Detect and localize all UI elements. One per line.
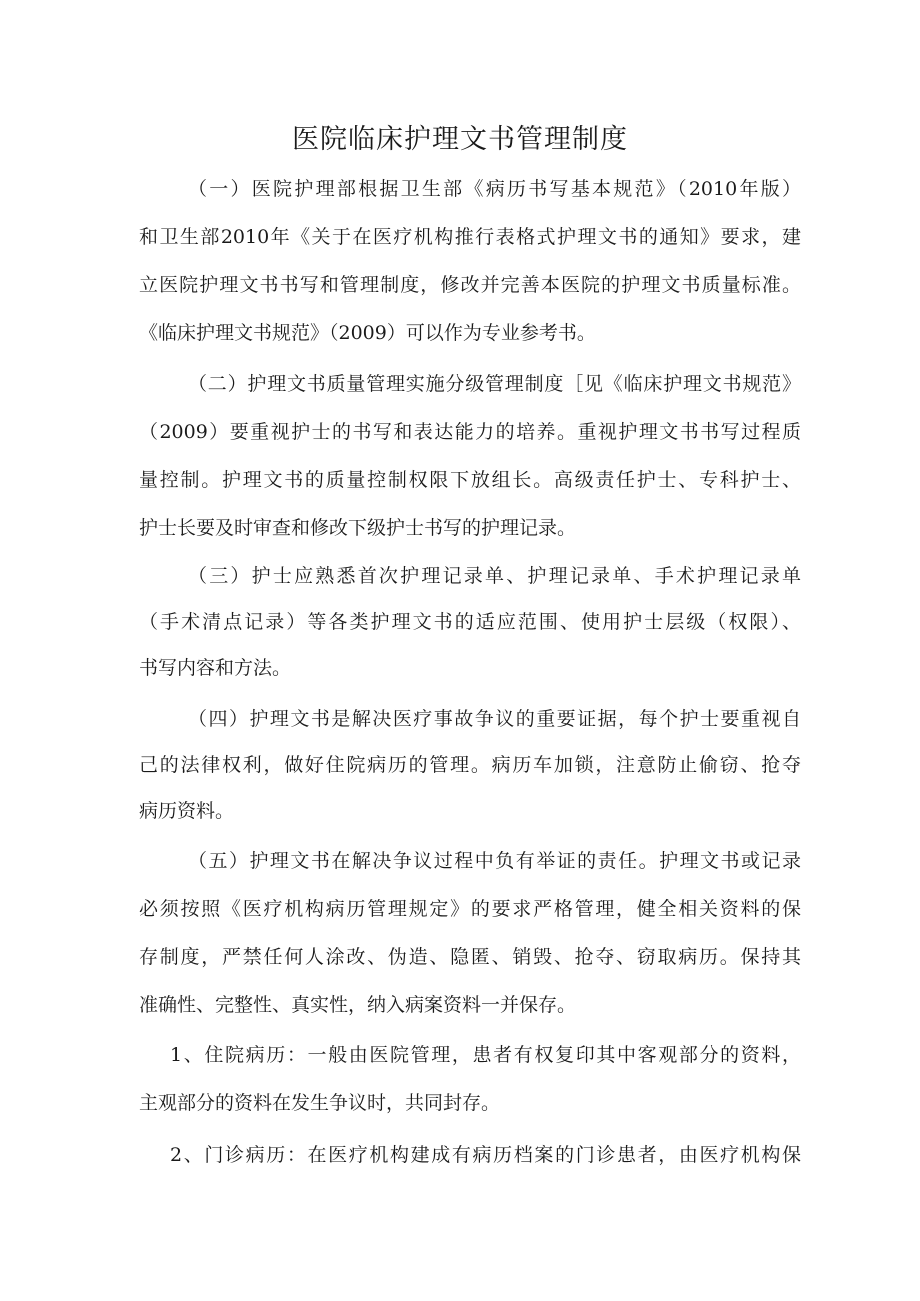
paragraph-6-line-2: 主观部分的资料在发生争议时，共同封存。	[139, 1092, 501, 1114]
paragraph-2-line-2: （2009）要重视护士的书写和表达能力的培养。重视护理文书书写过程质	[139, 421, 801, 443]
paragraph-4-line-2: 己的法律权利，做好住院病历的管理。病历车加锁，注意防止偷窃、抢夺	[139, 754, 801, 776]
paragraph-7-line-1: 2、门诊病历：在医疗机构建成有病历档案的门诊患者，由医疗机构保	[170, 1144, 801, 1166]
paragraph-1-line-4: 《临床护理文书规范》（2009）可以作为专业参考书。	[139, 322, 596, 344]
paragraph-3-line-2: （手术清点记录）等各类护理文书的适应范围、使用护士层级（权限）、	[139, 611, 801, 633]
paragraph-5-line-1: （五）护理文书在解决争议过程中负有举证的责任。护理文书或记录	[188, 850, 801, 872]
paragraph-5-line-4: 准确性、完整性、真实性，纳入病案资料一并保存。	[139, 994, 577, 1016]
paragraph-2-line-1: （二）护理文书质量管理实施分级管理制度［见《临床护理文书规范》	[188, 373, 801, 395]
paragraph-1-line-3: 立医院护理文书书写和管理制度，修改并完善本医院的护理文书质量标准。	[139, 274, 801, 296]
paragraph-2-line-4: 护士长要及时审查和修改下级护士书写的护理记录。	[139, 517, 577, 539]
paragraph-4-line-3: 病历资料。	[139, 800, 235, 822]
paragraph-2-line-3: 量控制。护理文书的质量控制权限下放组长。高级责任护士、专科护士、	[139, 469, 801, 491]
paragraph-5-line-3: 存制度，严禁任何人涂改、伪造、隐匿、销毁、抢夺、窃取病历。保持其	[139, 946, 801, 968]
document-title: 医院临床护理文书管理制度	[292, 124, 628, 155]
paragraph-3-line-1: （三）护士应熟悉首次护理记录单、护理记录单、手术护理记录单	[188, 565, 801, 587]
paragraph-4-line-1: （四）护理文书是解决医疗事故争议的重要证据，每个护士要重视自	[188, 708, 801, 730]
paragraph-1-line-1: （一）医院护理部根据卫生部《病历书写基本规范》（2010年版）	[188, 178, 801, 200]
paragraph-5-line-2: 必须按照《医疗机构病历管理规定》的要求严格管理，健全相关资料的保	[139, 898, 801, 920]
paragraph-3-line-3: 书写内容和方法。	[139, 657, 292, 679]
paragraph-6-line-1: 1、住院病历：一般由医院管理，患者有权复印其中客观部分的资料，	[170, 1044, 801, 1066]
paragraph-1-line-2: 和卫生部2010年《关于在医疗机构推行表格式护理文书的通知》要求，建	[139, 226, 801, 248]
